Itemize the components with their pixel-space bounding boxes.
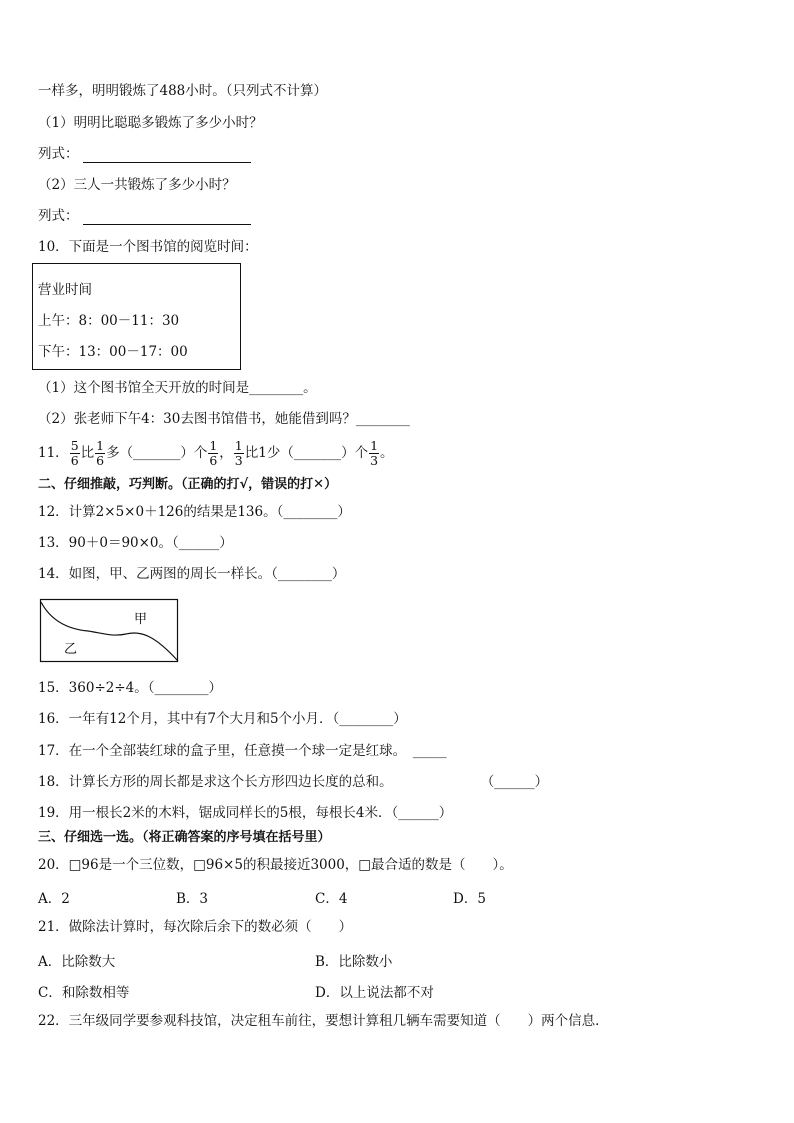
- answer-line[interactable]: [83, 148, 251, 163]
- fraction: $\frac{1}{3}$: [234, 438, 243, 468]
- q9-sub2: （2）三人一共锻炼了多少小时？: [38, 177, 236, 193]
- q20-stem: 20．□96是一个三位数，□96×5的积最接近3000，□最合适的数是（ ）。: [38, 857, 513, 873]
- q10-sub1: （1）这个图书馆全天开放的时间是________。: [38, 380, 317, 396]
- fraction: $\frac{1}{6}$: [209, 438, 218, 468]
- q19: 19．用一根长2米的木料，锯成同样长的5根，每根长4米．（______）: [38, 805, 453, 821]
- q9-intro: 一样多，明明锻炼了488小时。（只列式不计算）: [38, 83, 328, 99]
- q18-blank[interactable]: （______）: [480, 774, 549, 790]
- q21-option-a[interactable]: A．比除数大: [38, 954, 116, 970]
- q20-option-d[interactable]: D．5: [453, 891, 486, 907]
- q20-option-a[interactable]: A．2: [38, 891, 70, 907]
- q17: 17．在一个全部装红球的盒子里，任意摸一个球一定是红球。 _____: [38, 743, 447, 759]
- figure-rectangle: [41, 600, 178, 662]
- q22: 22．三年级同学要参观科技馆，决定租车前往，要想计算租几辆车需要知道（ ）两个信息．: [38, 1013, 609, 1029]
- q11: [38, 435, 394, 471]
- q15: 15．360÷2÷4。（________）: [38, 680, 222, 696]
- figure-curve: [41, 602, 178, 661]
- q16: 16．一年有12个月，其中有7个大月和5个小月．（________）: [38, 711, 407, 727]
- perimeter-figure: [38, 597, 180, 665]
- q18-text: 18．计算长方形的周长都是求这个长方形四边长度的总和。: [38, 774, 393, 790]
- hours-afternoon: 下午：13：00－17：00: [38, 344, 188, 360]
- fraction: $\frac{5}{6}$: [70, 438, 79, 468]
- library-hours-box: [32, 263, 241, 370]
- q9-sub1: （1）明明比聪聪多锻炼了多少小时？: [38, 115, 263, 131]
- q9-formula-1: [38, 145, 251, 163]
- fraction: $\frac{1}{6}$: [96, 438, 105, 468]
- q9-formula-2: [38, 207, 251, 225]
- label-yi: 乙: [64, 642, 78, 657]
- q11-text: 比: [80, 445, 95, 461]
- q11-number: 11．: [38, 445, 69, 461]
- q13: 13．90＋0＝90×0。（______）: [38, 535, 233, 551]
- section-2-heading: 二、仔细推敲，巧判断。（正确的打√，错误的打✕）: [38, 477, 338, 492]
- q11-text: 比1少（_______）个: [244, 445, 369, 461]
- q10-sub2: （2）张老师下午4：30去图书馆借书，她能借到吗？________: [38, 411, 410, 427]
- fraction: $\frac{1}{3}$: [370, 438, 379, 468]
- formula-label: 列式：: [38, 146, 79, 162]
- q21-option-b[interactable]: B．比除数小: [315, 954, 393, 970]
- q21-stem: 21．做除法计算时，每次除后余下的数必须（ ）: [38, 919, 353, 935]
- q18: [38, 773, 548, 791]
- q20-option-c[interactable]: C．4: [315, 891, 348, 907]
- q21-option-c[interactable]: C．和除数相等: [38, 985, 130, 1001]
- formula-label: 列式：: [38, 208, 79, 224]
- q12: 12．计算2×5×0＋126的结果是136。（________）: [38, 504, 351, 520]
- q11-text: ，: [219, 445, 233, 461]
- section-3-heading: 三、仔细选一选。（将正确答案的序号填在括号里）: [38, 830, 331, 845]
- q11-text: 多（_______）个: [106, 445, 208, 461]
- q21-option-d[interactable]: D．以上说法都不对: [315, 985, 434, 1001]
- q14: 14．如图，甲、乙两图的周长一样长。（________）: [38, 566, 346, 582]
- q10-stem: 10．下面是一个图书馆的阅览时间：: [38, 239, 258, 255]
- q11-text: 。: [380, 445, 394, 461]
- answer-line[interactable]: [83, 210, 251, 225]
- label-jia: 甲: [134, 612, 148, 627]
- q20-option-b[interactable]: B．3: [176, 891, 209, 907]
- hours-morning: 上午：8：00－11：30: [38, 313, 180, 329]
- hours-title: 营业时间: [38, 282, 92, 298]
